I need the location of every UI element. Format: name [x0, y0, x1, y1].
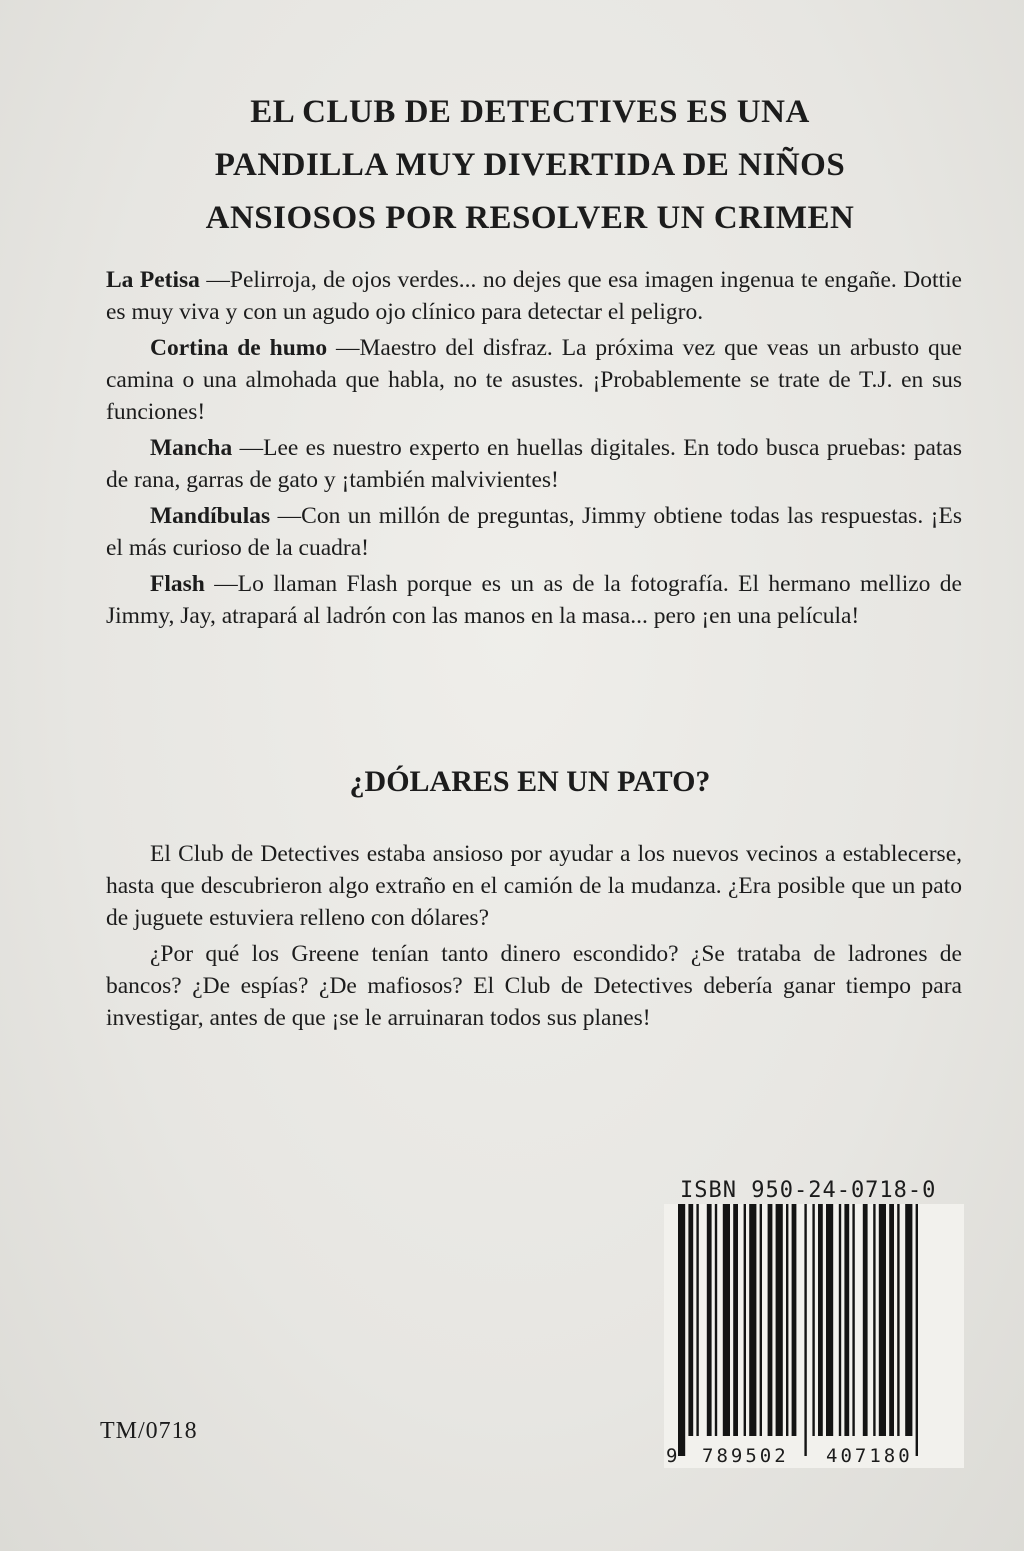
character-entry — [106, 500, 962, 564]
barcode-bar — [879, 1204, 886, 1436]
isbn-label: ISBN 950-24-0718-0 — [680, 1178, 937, 1203]
barcode-bar — [688, 1204, 693, 1436]
barcode-digit-first: 9 — [666, 1445, 678, 1467]
barcode-bar — [818, 1204, 823, 1436]
barcode-bar — [786, 1204, 788, 1436]
character-description: —Pelirroja, de ojos verdes... no dejes que esa imagen ingenua te engañe. Dottie es muy viva y con un agudo ojo clínico para detectar el peligro. — [106, 267, 962, 325]
character-entry — [106, 568, 962, 632]
barcode-bar — [723, 1204, 730, 1436]
barcode-bar — [696, 1204, 698, 1436]
barcode-bar — [852, 1204, 854, 1436]
barcode-bar — [760, 1204, 762, 1436]
barcode-bar — [916, 1204, 918, 1456]
barcode-bar — [678, 1204, 685, 1456]
character-description: —Con un millón de preguntas, Jimmy obtiene todas las respuestas. ¡Es el más curioso de la cuadra! — [106, 503, 962, 561]
character-description: —Lee es nuestro experto en huellas digitales. En todo busca pruebas: patas de rana, garras de gato y ¡también malvivientes! — [106, 435, 962, 493]
character-entry — [106, 264, 962, 328]
barcode-bar — [707, 1204, 712, 1436]
headline-line-2: PANDILLA MUY DIVERTIDA DE NIÑOS — [214, 147, 846, 183]
barcode-digits-right: 407180 — [826, 1445, 913, 1467]
barcode-bar — [715, 1204, 717, 1436]
headline — [100, 86, 960, 245]
barcode-bar — [873, 1204, 875, 1436]
barcode-digits-left: 789502 — [702, 1445, 789, 1467]
character-nickname: Cortina de humo — [150, 335, 328, 361]
barcode-bar — [905, 1204, 912, 1436]
character-description: —Lo llaman Flash porque es un as de la fotografía. El hermano mellizo de Jimmy, Jay, atrapará al ladrón con las manos en la masa... pero ¡en una película! — [106, 571, 962, 629]
character-entry — [106, 332, 962, 428]
barcode-bar — [839, 1204, 841, 1436]
barcode-bar — [776, 1204, 783, 1436]
barcode-bar — [844, 1204, 849, 1436]
character-entry — [106, 432, 962, 496]
synopsis-paragraph-2: ¿Por qué los Greene tenían tanto dinero escondido? ¿Se trataba de ladrones de bancos? ¿De espías? ¿De mafiosos? El Club de Detectives debería ganar tiempo para investigar, antes de que ¡se le arruinaran todos sus planes! — [106, 941, 962, 1031]
barcode-bar — [897, 1204, 899, 1436]
character-list — [106, 264, 962, 636]
headline-line-1: EL CLUB DE DETECTIVES ES UNA — [250, 94, 810, 130]
character-nickname: Flash — [150, 571, 205, 597]
barcode-bar — [749, 1204, 756, 1436]
character-description: —Maestro del disfraz. La próxima vez que veas un arbusto que camina o una almohada que habla, no te asustes. ¡Probablemente se trate de T.J. en sus funciones! — [106, 335, 962, 425]
character-nickname: Mandíbulas — [150, 503, 271, 529]
synopsis-paragraph-1: El Club de Detectives estaba ansioso por ayudar a los nuevos vecinos a establecerse, hasta que descubrieron algo extraño en el camión de la mudanza. ¿Era posible que un pato de juguete estuviera relleno con dólares? — [106, 841, 962, 931]
character-nickname: La Petisa — [106, 267, 200, 293]
barcode-bar — [889, 1204, 894, 1436]
barcode-bar — [804, 1204, 806, 1456]
barcode-bar — [863, 1204, 868, 1436]
barcode-bar — [792, 1204, 797, 1436]
barcode-bar — [826, 1204, 833, 1436]
headline-line-3: ANSIOSOS POR RESOLVER UN CRIMEN — [205, 200, 855, 236]
synopsis — [106, 838, 962, 1038]
barcode-bar — [744, 1204, 746, 1436]
barcode-bar — [812, 1204, 814, 1436]
catalog-code: TM/0718 — [100, 1418, 198, 1444]
barcode — [664, 1204, 964, 1468]
character-nickname: Mancha — [150, 435, 233, 461]
subheading: ¿DÓLARES EN UN PATO? — [349, 765, 711, 798]
barcode-bar — [768, 1204, 773, 1436]
barcode-bar — [733, 1204, 738, 1436]
